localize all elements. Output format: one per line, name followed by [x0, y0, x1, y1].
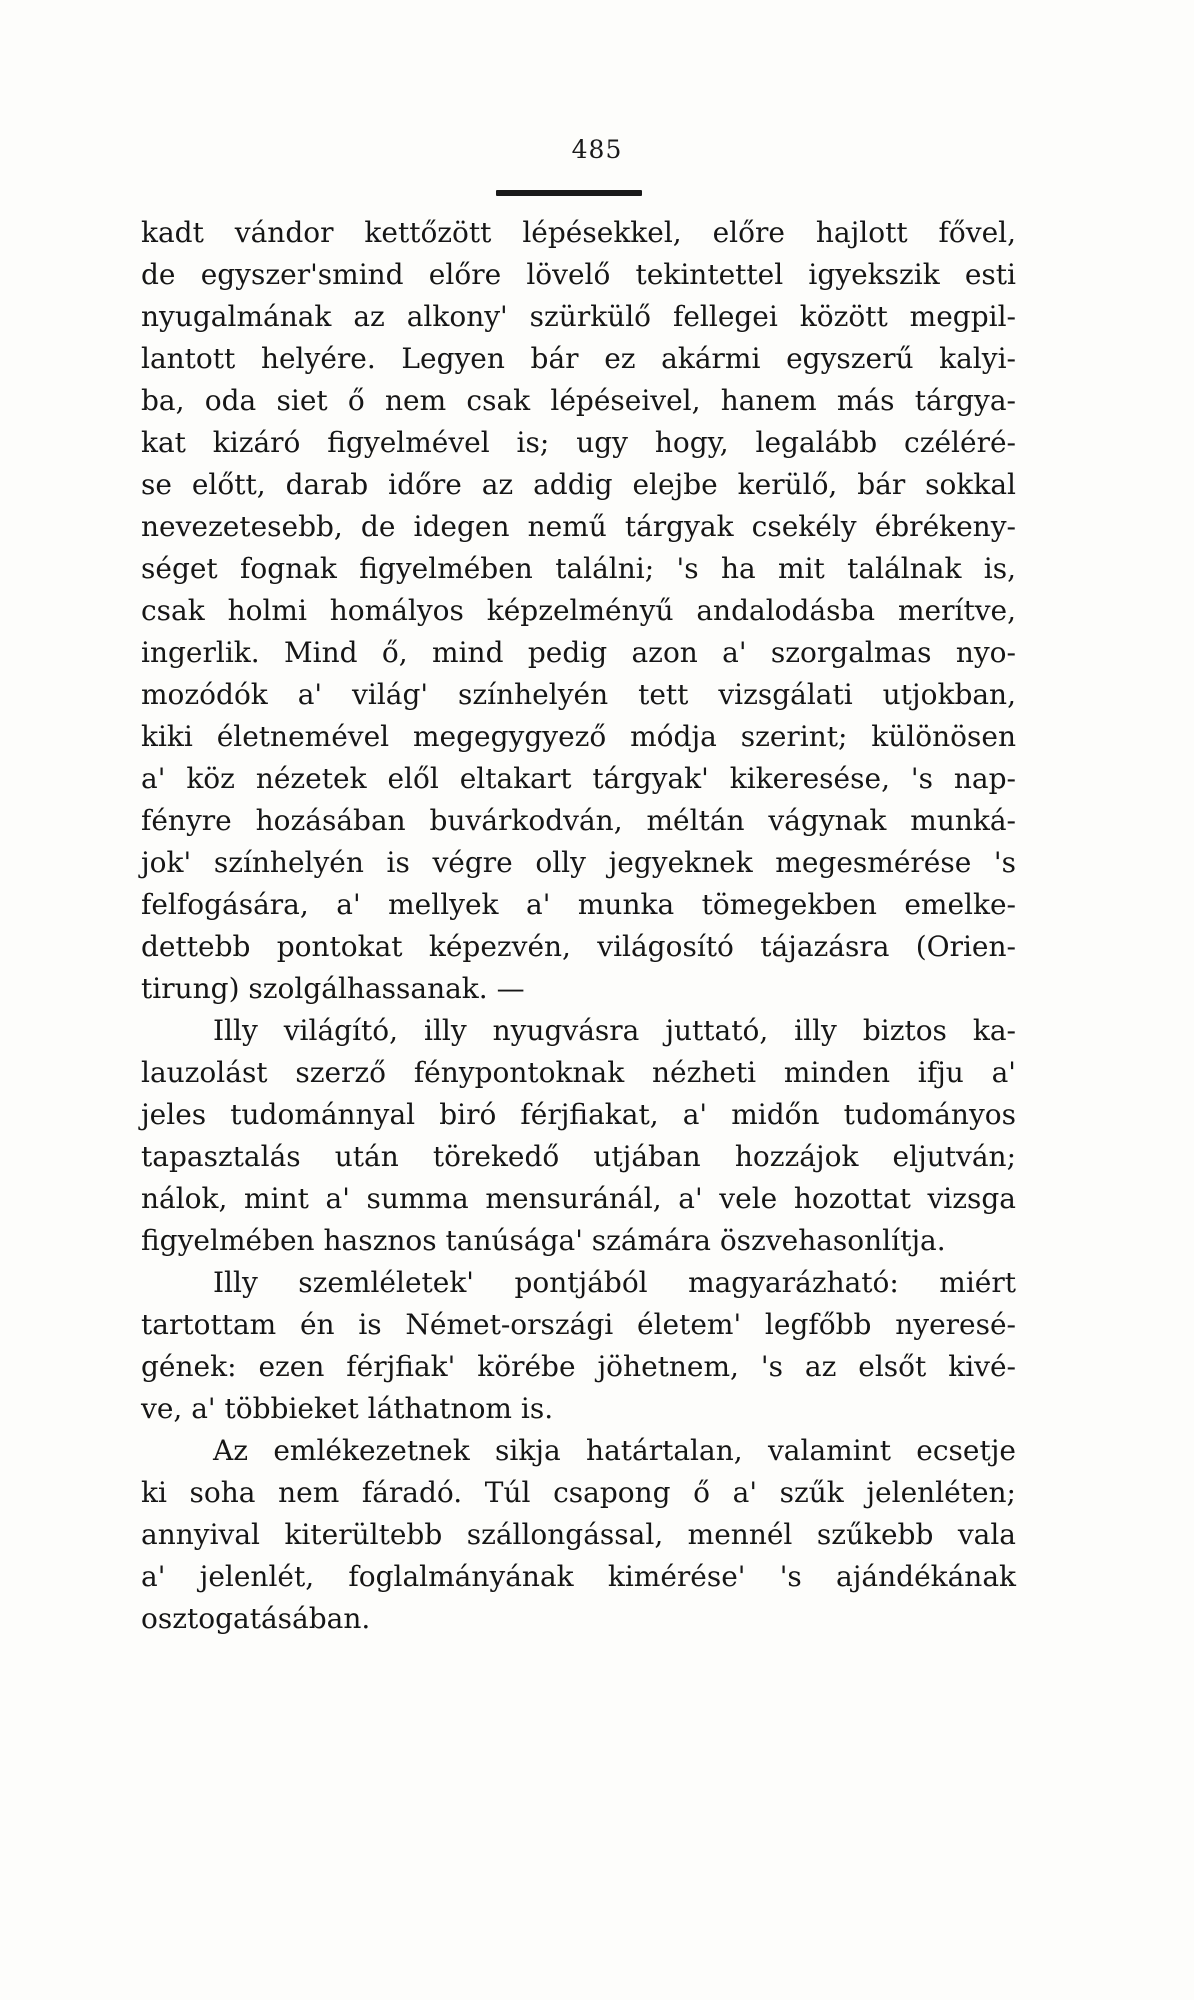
paragraph-start: Illy szemléletek' pontjából magyarázható: miért [213, 1266, 1016, 1299]
text-line: jeles tudománnyal biró férjfiakat, a' midőn tudományos [141, 1098, 1016, 1131]
text-line: séget fognak figyelmében találni; 's ha mit találnak is, [141, 552, 1016, 585]
text-line: tapasztalás után törekedő utjában hozzájok eljutván; [141, 1140, 1016, 1173]
text-line: jok' színhelyén is végre olly jegyeknek megesmérése 's [141, 846, 1016, 879]
text-line: lantott helyére. Legyen bár ez akármi egyszerű kalyi- [141, 342, 1016, 375]
text-line: csak holmi homályos képzelményű andalodásba merítve, [141, 594, 1016, 627]
text-line: tirung) szolgálhassanak. — [141, 972, 525, 1005]
header-rule [496, 190, 642, 196]
paragraph-start: Az emlékezetnek sikja határtalan, valamint ecsetje [213, 1434, 1016, 1467]
body-text [141, 212, 1016, 1640]
text-line: tartottam én is Német-országi életem' legfőbb nyeresé- [141, 1308, 1016, 1341]
page-number: 485 [571, 135, 623, 164]
text-line: lauzolást szerző fénypontoknak nézheti minden ifju a' [141, 1056, 1016, 1089]
text-line: kadt vándor kettőzött lépésekkel, előre hajlott fővel, [141, 216, 1016, 249]
text-line: osztogatásában. [141, 1602, 371, 1635]
text-line: annyival kiterültebb szállongással, mennél szűkebb vala [141, 1518, 1016, 1551]
text-line: se előtt, darab időre az addig elejbe kerülő, bár sokkal [141, 468, 1016, 501]
text-line: a' jelenlét, foglalmányának kimérése' 's ajándékának [141, 1560, 1016, 1593]
text-line: kiki életnemével megegygyező módja szerint; különösen [141, 720, 1016, 753]
text-line: kat kizáró figyelmével is; ugy hogy, legalább czéléré- [141, 426, 1016, 459]
text-line: ki soha nem fáradó. Túl csapong ő a' szűk jelenléten; [141, 1476, 1016, 1509]
text-line: a' köz nézetek elől eltakart tárgyak' kikeresése, 's nap- [141, 762, 1016, 795]
paragraph-start: Illy világító, illy nyugvásra juttató, illy biztos ka- [213, 1014, 1016, 1047]
text-line: ve, a' többieket láthatnom is. [141, 1392, 554, 1425]
text-line: fényre hozásában buvárkodván, méltán vágynak munká- [141, 804, 1016, 837]
text-line: nálok, mint a' summa mensuránál, a' vele hozottat vizsga [141, 1182, 1016, 1215]
text-line: mozódók a' világ' színhelyén tett vizsgálati utjokban, [141, 678, 1016, 711]
text-line: nevezetesebb, de idegen nemű tárgyak csekély ébrékeny- [141, 510, 1016, 543]
text-line: dettebb pontokat képezvén, világosító tájazásra (Orien- [141, 930, 1016, 963]
text-line: de egyszer'smind előre lövelő tekintettel igyekszik esti [141, 258, 1016, 291]
text-line: felfogására, a' mellyek a' munka tömegekben emelke- [141, 888, 1016, 921]
text-line: ba, oda siet ő nem csak lépéseivel, hanem más tárgya- [141, 384, 1016, 417]
text-line: figyelmében hasznos tanúsága' számára öszvehasonlítja. [141, 1224, 946, 1257]
text-line: ingerlik. Mind ő, mind pedig azon a' szorgalmas nyo- [141, 636, 1016, 669]
text-line: nyugalmának az alkony' szürkülő fellegei között megpil- [141, 300, 1016, 333]
text-line: gének: ezen férjfiak' körébe jöhetnem, 's az elsőt kivé- [141, 1350, 1016, 1383]
